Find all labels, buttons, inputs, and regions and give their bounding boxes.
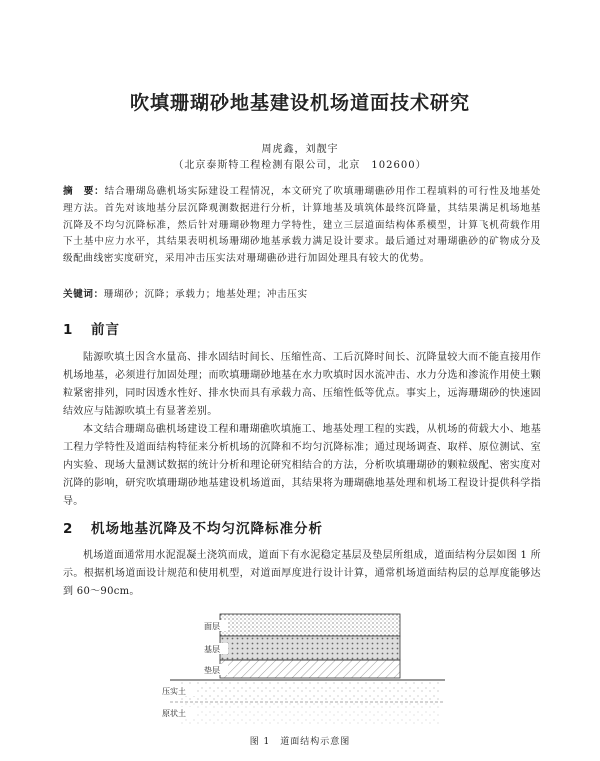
paper-affiliation: （北京泰斯特工程检测有限公司，北京 102600）	[173, 160, 427, 171]
keywords-label: 关键词：	[63, 289, 104, 300]
section-number: 2	[63, 521, 74, 537]
section-1-paragraph-1: 陆源吹填土因含水量高、排水固结时间长、压缩性高、工后沉降时间长、沉降量较大而不能直接用作机场地基，必须进行加固处理；而吹填珊瑚砂地基在水力吹填时因水流冲击、水力分选和渗流作用使土颗粒紧密排列，同时因透水性好、排水快而具有承载力高、压缩性低等优点。事实上，远海珊瑚砂的快速固结效应与陆源吹填土有显著差别。	[63, 352, 541, 417]
layer-label-cushion: 垫层	[204, 666, 220, 675]
layer-label-compacted: 压实土	[162, 687, 186, 696]
section-2-paragraph-1: 机场道面通常用水泥混凝土浇筑而成，道面下有水泥稳定基层及垫层所组成，道面结构分层如图 1 所示。根据机场道面设计规范和使用机型，对道面厚度进行设计计算，通常机场道面结构层的总厚度能够达到 60～90cm。	[63, 550, 541, 597]
section-title: 前言	[91, 322, 120, 338]
figure-caption	[0, 734, 600, 747]
base-layer	[220, 636, 400, 660]
layer-label-natural: 原状土	[162, 709, 186, 718]
section-heading-2	[63, 517, 323, 537]
compacted-soil-layer	[180, 680, 440, 702]
pavement-structure-figure	[160, 606, 450, 731]
section-1-paragraph-2: 本文结合珊瑚岛礁机场建设工程和珊瑚礁吹填施工、地基处理工程的实践，从机场的荷载大小、地基工程力学特性及道面结构特征来分析机场的沉降和不均匀沉降标准；通过现场调查、取样、原位测试、室内实验、现场大量测试数据的统计分析和理论研究相结合的方法，分析吹填珊瑚砂的颗粒级配、密实度对沉降的影响，研究吹填珊瑚砂地基建设机场道面，其结果将为珊瑚礁地基处理和机场工程设计提供科学指导。	[63, 424, 541, 507]
paper-authors: 周虎鑫，刘靓宇	[261, 144, 339, 155]
keywords-block	[63, 286, 541, 300]
keywords-text: 珊瑚砂；沉降；承载力；地基处理；冲击压实	[103, 289, 308, 300]
layer-label-surface: 面层	[204, 622, 220, 631]
paper-title: 吹填珊瑚砂地基建设机场道面技术研究	[129, 92, 470, 114]
abstract-label: 摘 要：	[63, 186, 105, 197]
abstract-text: 结合珊瑚岛礁机场实际建设工程情况，本文研究了吹填珊瑚礁砂用作工程填料的可行性及地基处理方法。首先对该地基分层沉降观测数据进行分析，计算地基及填筑体最终沉降量，其结果满足机场地基沉降及不均匀沉降标准，然后针对珊瑚砂物理力学特性，建立三层道面结构体系模型，计算飞机荷载作用下土基中应力水平，其结果表明机场珊瑚砂地基承载力满足设计要求。最后通过对珊瑚礁砂的矿物成分及级配曲线密实度研究，采用冲击压实法对珊瑚礁砂进行加固处理具有较大的优势。	[63, 186, 542, 265]
figure-caption-text: 道面结构示意图	[280, 737, 351, 747]
section-heading-1	[63, 318, 120, 338]
surface-layer	[220, 614, 400, 636]
layer-label-base: 基层	[204, 645, 220, 654]
natural-soil-layer	[180, 703, 440, 727]
abstract-block	[63, 184, 541, 268]
section-title: 机场地基沉降及不均匀沉降标准分析	[91, 521, 323, 537]
cushion-layer	[220, 660, 400, 678]
figure-number: 图 1	[249, 737, 271, 747]
section-number: 1	[63, 322, 74, 338]
